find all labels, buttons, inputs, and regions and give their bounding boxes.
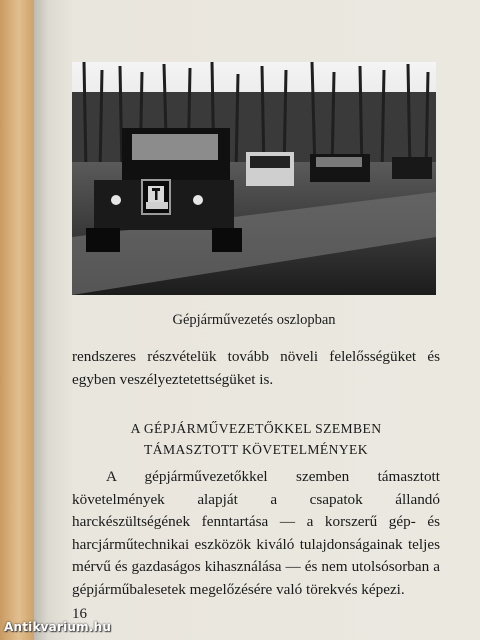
- page-number: 16: [72, 606, 87, 622]
- paragraph-requirements: A gépjárművezetőkkel szemben támasztott követelmények alapját a csapatok állandó harckészültségének fenntartása — a korszerű gép- és harcjárműtechnikai eszközök kiváló tulajdonságainak teljes mérvű és gazdaságos kihasználása — és nem utolsósorban a gépjárműbalesetek megelőzésére való törekvés képezi.: [72, 468, 440, 598]
- watermark: Antikvarium.hu: [4, 620, 112, 634]
- section-heading-line-1: A GÉPJÁRMŰVEZETŐKKEL SZEMBEN: [130, 421, 382, 436]
- book-spine: [0, 0, 34, 640]
- convoy-photo: [72, 62, 436, 295]
- section-heading-line-2: TÁMASZTOTT KÖVETELMÉNYEK: [144, 442, 368, 457]
- photo-caption: Gépjárművezetés oszlopban: [172, 312, 336, 328]
- paragraph-continuation: rendszeres részvételük tovább növeli felelősségüket és egyben veszélyeztetettségüket is.: [72, 348, 440, 388]
- section-heading: [72, 418, 440, 460]
